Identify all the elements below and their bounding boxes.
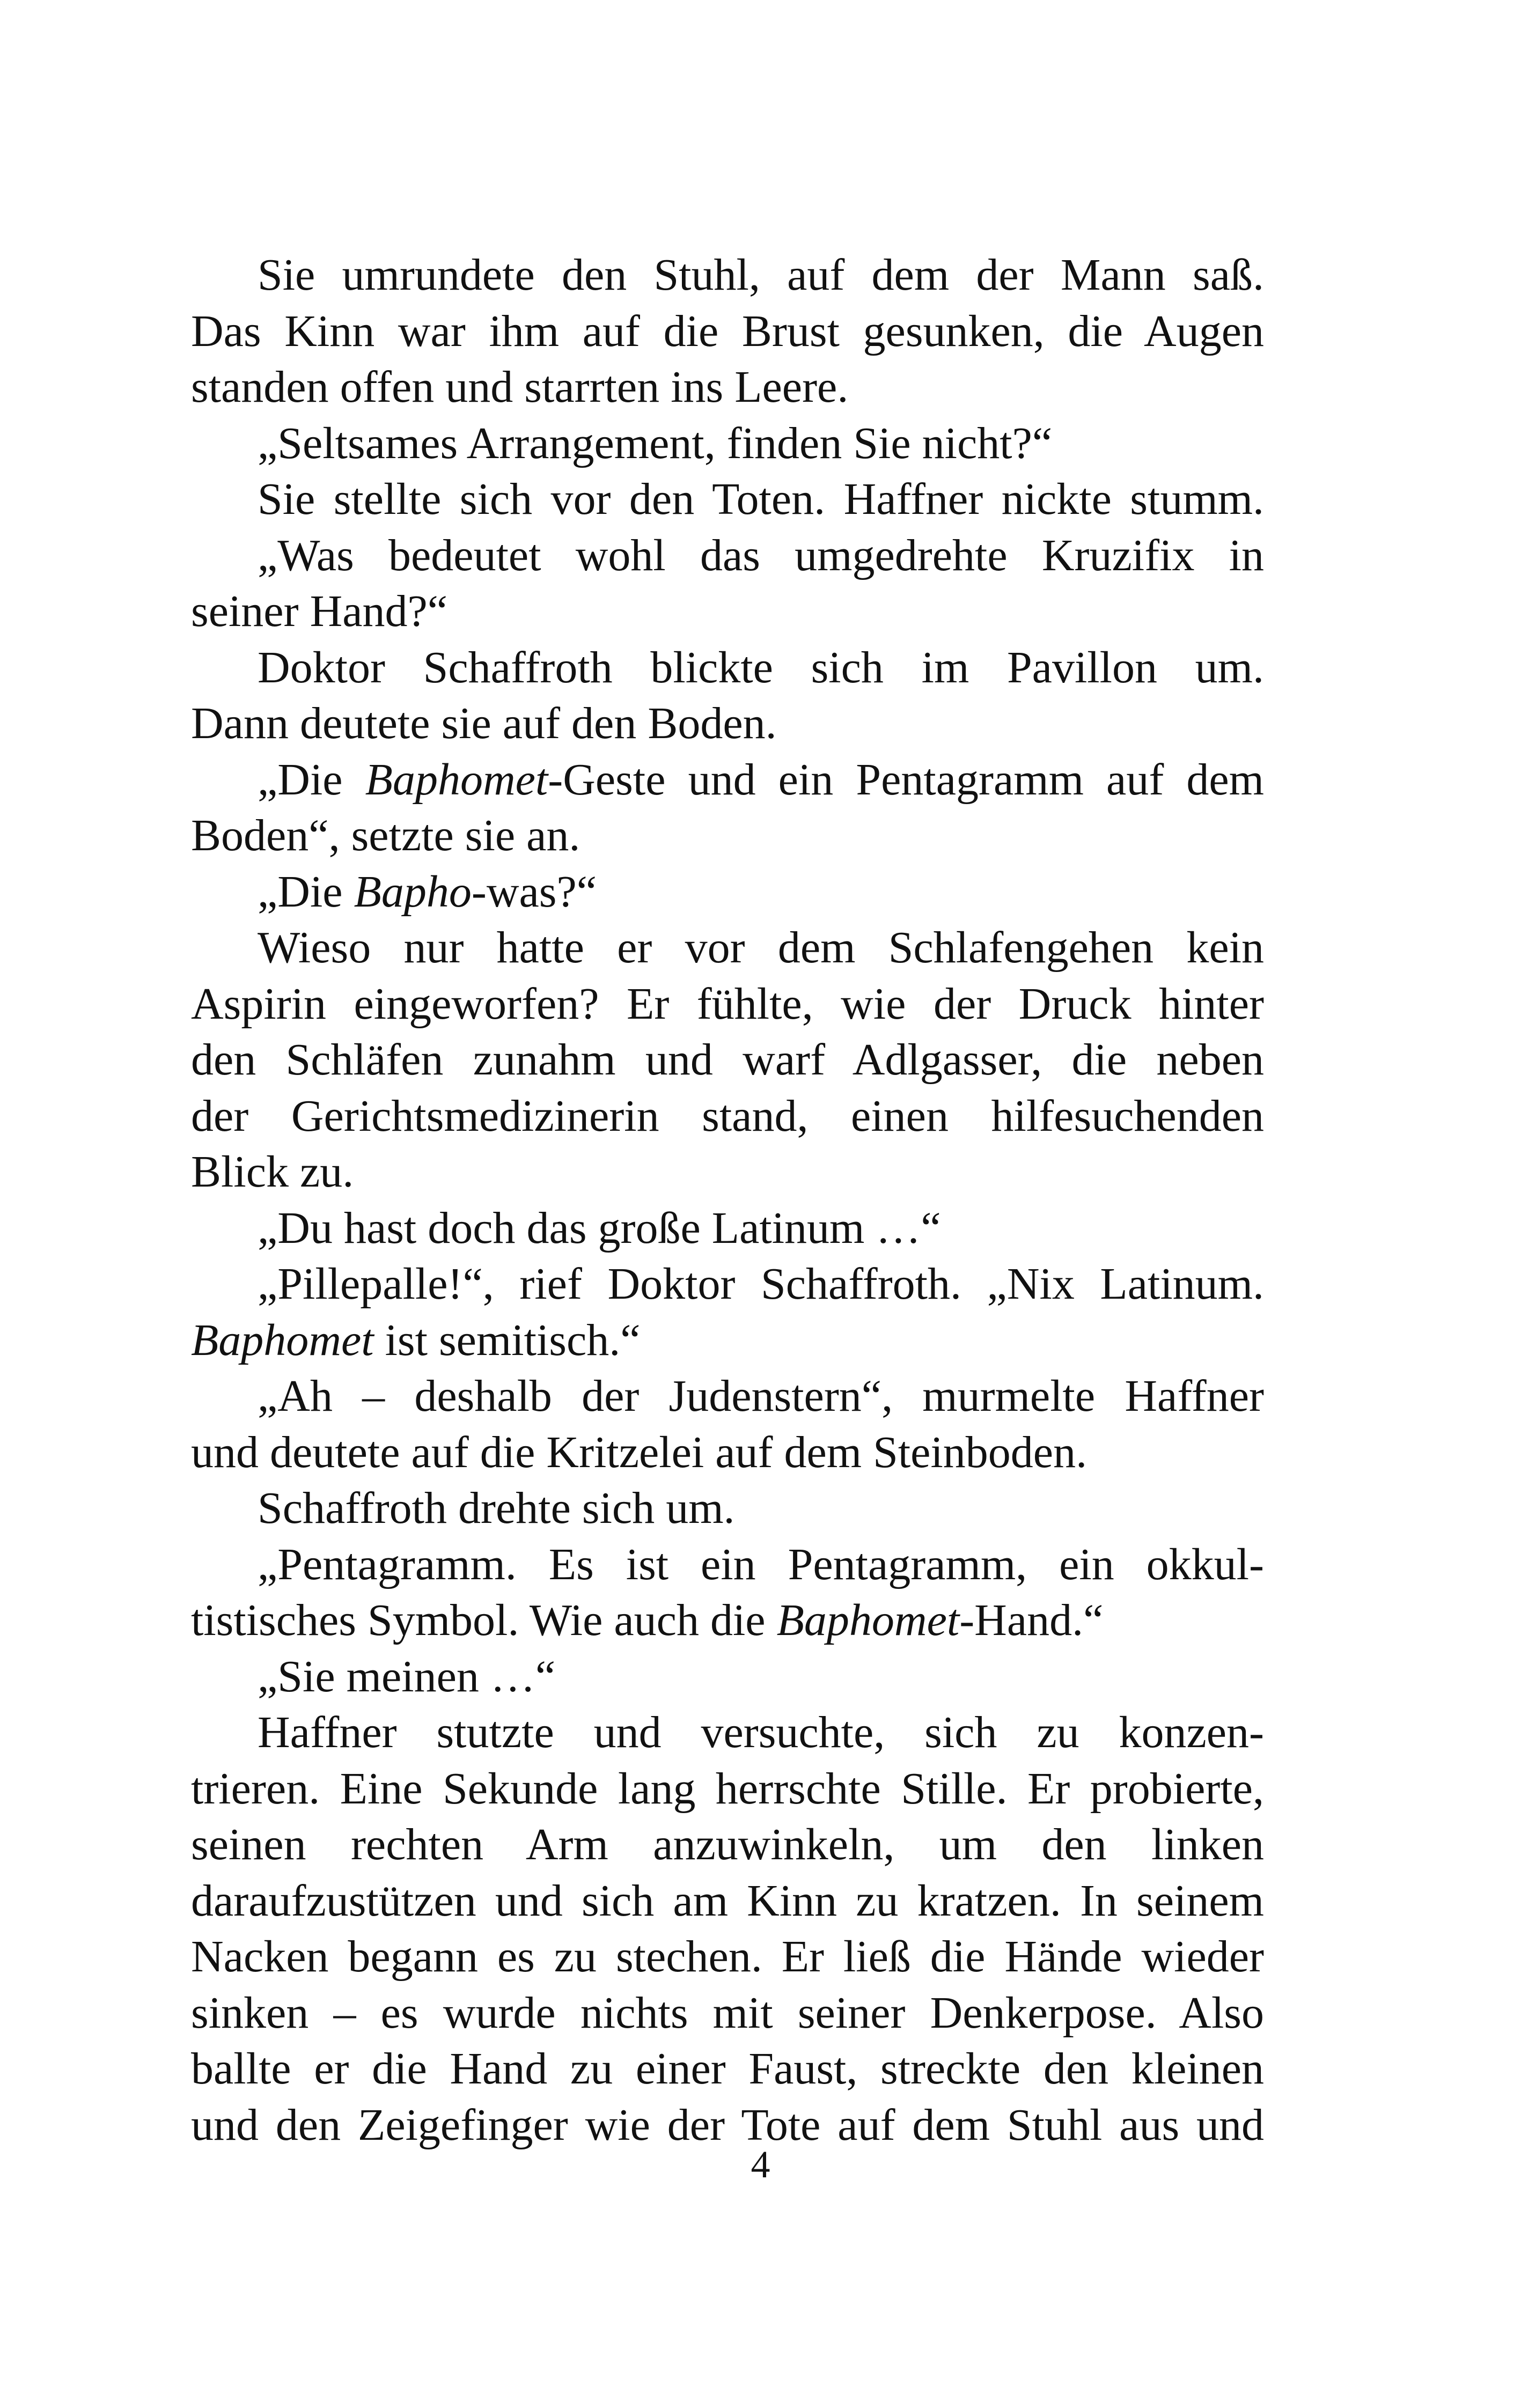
italic-segment: Baphomet (191, 1315, 374, 1365)
text-segment: sinken – es wurde nichts mit seiner Denkerpose. Also (191, 1987, 1264, 2038)
text-segment: „Die (258, 754, 365, 805)
text-segment: und den Zeigefinger wie der Tote auf dem Stuhl aus und (191, 2100, 1264, 2150)
text-line (191, 976, 1264, 1033)
text-segment: Haffner stutzte und versuchte, sich zu konzen- (258, 1707, 1264, 1757)
text-line (191, 584, 1264, 640)
text-segment: Dann deutete sie auf den Boden. (191, 698, 777, 748)
italic-segment: Baphomet (365, 754, 548, 805)
text-line (191, 1032, 1264, 1088)
text-line (191, 1481, 1264, 1537)
italic-segment: Bapho (354, 866, 472, 917)
text-line (191, 1985, 1264, 2042)
body-text (191, 247, 1264, 2153)
text-line (191, 864, 1264, 921)
text-line (191, 1537, 1264, 1593)
text-line (191, 1873, 1264, 1930)
text-line (191, 359, 1264, 416)
text-segment: Sie stellte sich vor den Toten. Haffner nickte stumm. (258, 474, 1264, 524)
text-segment: -was?“ (471, 866, 597, 917)
text-line (191, 696, 1264, 752)
text-segment: „Du hast doch das große Latinum …“ (258, 1203, 941, 1253)
text-line (191, 1817, 1264, 1873)
text-segment: -Hand.“ (959, 1595, 1104, 1645)
italic-segment: Baphomet (776, 1595, 960, 1645)
text-line (191, 528, 1264, 584)
text-segment: ballte er die Hand zu einer Faust, streckte den kleinen (191, 2044, 1264, 2094)
text-segment: der Gerichtsmedizinerin stand, einen hilfesuchenden (191, 1091, 1264, 1141)
text-line (191, 1649, 1264, 1705)
text-segment: und deutete auf die Kritzelei auf dem Steinboden. (191, 1427, 1088, 1477)
text-line (191, 247, 1264, 304)
text-segment: Blick zu. (191, 1147, 354, 1197)
text-line (191, 1593, 1264, 1649)
text-segment: Aspirin eingeworfen? Er fühlte, wie der Druck hinter (191, 978, 1264, 1029)
text-segment: „Pillepalle!“, rief Doktor Schaffroth. „Nix Latinum. (258, 1259, 1264, 1309)
text-line (191, 1313, 1264, 1369)
text-segment: trieren. Eine Sekunde lang herrschte Stille. Er probierte, (191, 1763, 1264, 1814)
text-segment: Wieso nur hatte er vor dem Schlafengehen kein (258, 923, 1264, 973)
text-segment: Sie umrundete den Stuhl, auf dem der Mann saß. (258, 250, 1264, 300)
text-line (191, 1088, 1264, 1145)
text-segment: daraufzustützen und sich am Kinn zu kratzen. In seinem (191, 1875, 1264, 1926)
text-segment: „Pentagramm. Es ist ein Pentagramm, ein okkul- (258, 1539, 1264, 1589)
text-segment: ist semitisch.“ (373, 1315, 641, 1365)
text-segment: tistisches Symbol. Wie auch die (191, 1595, 777, 1645)
text-line (191, 1705, 1264, 1761)
text-segment: „Ah – deshalb der Judenstern“, murmelte Haffner (258, 1371, 1264, 1421)
text-segment: seiner Hand?“ (191, 586, 448, 636)
text-line (191, 416, 1264, 472)
text-line (191, 2041, 1264, 2097)
text-line (191, 1368, 1264, 1425)
text-segment: Nacken begann es zu stechen. Er ließ die Hände wieder (191, 1932, 1264, 1982)
text-segment: „Die (258, 866, 354, 917)
text-segment: den Schläfen zunahm und warf Adlgasser, die neben (191, 1035, 1264, 1085)
text-segment: Schaffroth drehte sich um. (258, 1483, 735, 1533)
text-segment: -Geste und ein Pentagramm auf dem (548, 754, 1265, 805)
text-segment: „Sie meinen …“ (258, 1651, 556, 1702)
text-line (191, 640, 1264, 696)
text-segment: Boden“, setzte sie an. (191, 811, 581, 860)
text-line (191, 752, 1264, 808)
text-line (191, 1761, 1264, 1817)
text-line (191, 304, 1264, 360)
text-line (191, 1201, 1264, 1257)
text-line (191, 1425, 1264, 1481)
text-segment: „Seltsames Arrangement, finden Sie nicht?“ (258, 418, 1053, 468)
text-line (191, 1929, 1264, 1985)
text-segment: Das Kinn war ihm auf die Brust gesunken, die Augen (191, 306, 1264, 356)
text-line (191, 1256, 1264, 1313)
text-line (191, 920, 1264, 976)
text-line (191, 808, 1264, 864)
text-line (191, 472, 1264, 528)
text-segment: Doktor Schaffroth blickte sich im Pavillon um. (258, 642, 1264, 693)
text-segment: seinen rechten Arm anzuwinkeln, um den linken (191, 1820, 1264, 1869)
text-segment: standen offen und starrten ins Leere. (191, 362, 849, 412)
text-line (191, 1144, 1264, 1201)
page-number: 4 (751, 2143, 770, 2186)
text-segment: „Was bedeutet wohl das umgedrehte Kruzifix in (258, 530, 1264, 580)
